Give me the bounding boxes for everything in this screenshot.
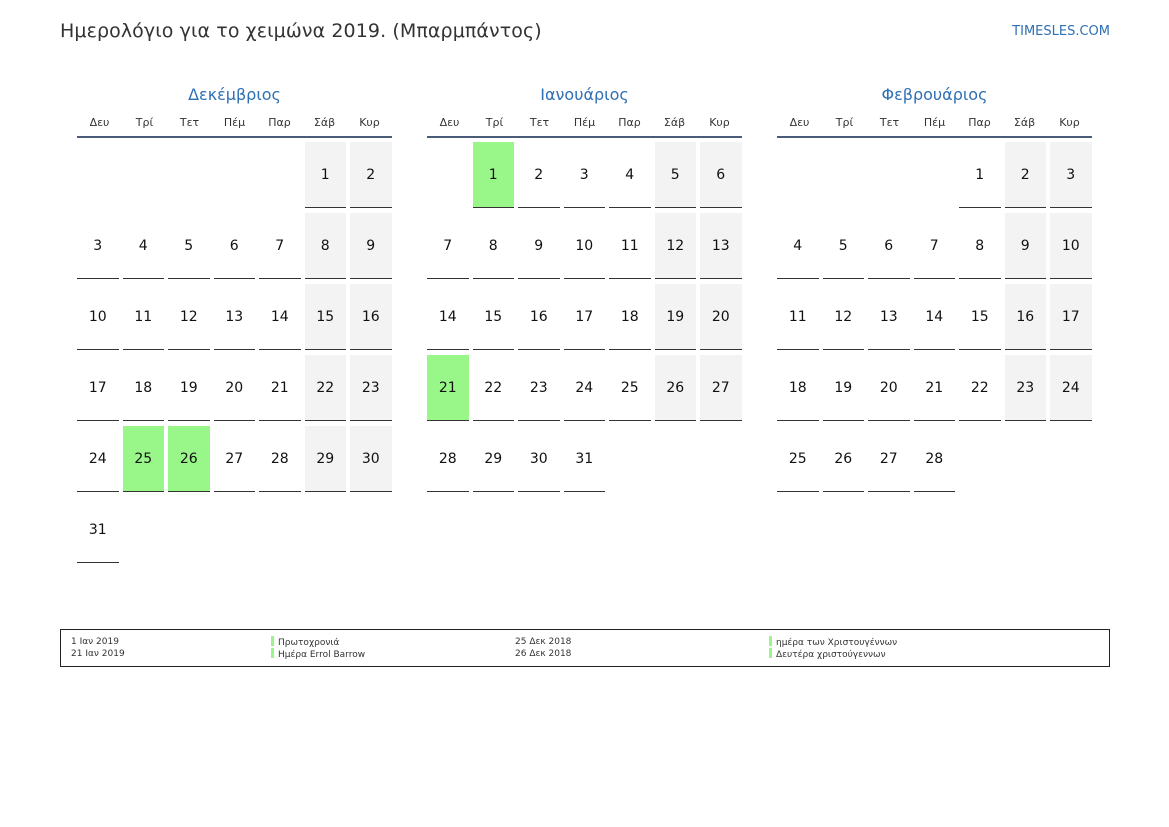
- weekday-header: [777, 116, 1092, 138]
- day-cell[interactable]: 4: [123, 213, 165, 279]
- day-cell[interactable]: 11: [777, 284, 819, 350]
- day-cell[interactable]: 30: [518, 426, 560, 492]
- day-grid: [427, 142, 742, 492]
- legend-dates-col-2: [515, 636, 571, 660]
- weekday-label: Τετ: [879, 116, 900, 129]
- legend-item: [769, 648, 897, 660]
- day-cell[interactable]: 27: [700, 355, 742, 421]
- day-cell[interactable]: 13: [868, 284, 910, 350]
- weekday-label: Τρί: [135, 116, 154, 129]
- weekday-label: Κυρ: [709, 116, 730, 129]
- month-title: Φεβρουάριος: [881, 85, 988, 104]
- day-cell[interactable]: 31: [564, 426, 606, 492]
- day-cell[interactable]: 31: [77, 497, 119, 563]
- empty-cell: [214, 142, 256, 208]
- day-cell[interactable]: 16: [518, 284, 560, 350]
- weekday-label: Δευ: [439, 116, 460, 129]
- holiday-day-cell[interactable]: 21: [427, 355, 469, 421]
- weekday-label: Σάβ: [1013, 116, 1036, 129]
- month-february: [777, 84, 1092, 492]
- weekday-label: Κυρ: [359, 116, 380, 129]
- day-cell[interactable]: 13: [214, 284, 256, 350]
- day-cell[interactable]: 8: [305, 213, 347, 279]
- day-cell[interactable]: 15: [473, 284, 515, 350]
- empty-cell: [868, 142, 910, 208]
- month-title: Ιανουάριος: [540, 85, 629, 104]
- empty-cell: [168, 142, 210, 208]
- day-cell[interactable]: 3: [564, 142, 606, 208]
- day-cell[interactable]: 23: [350, 355, 392, 421]
- legend-holiday-name: Δευτέρα χριστούγεννων: [776, 650, 886, 660]
- weekday-label: Τετ: [179, 116, 200, 129]
- day-cell[interactable]: 11: [123, 284, 165, 350]
- day-cell[interactable]: 30: [350, 426, 392, 492]
- weekday-label: Παρ: [968, 116, 991, 129]
- empty-cell: [259, 142, 301, 208]
- legend-date: 25 Δεκ 2018: [515, 637, 572, 647]
- weekday-label: Πέμ: [223, 116, 246, 129]
- weekday-label: Τρί: [485, 116, 504, 129]
- holiday-legend: [60, 629, 1110, 667]
- weekday-label: Τετ: [529, 116, 550, 129]
- weekday-label: Δευ: [89, 116, 110, 129]
- holiday-day-cell[interactable]: 1: [473, 142, 515, 208]
- holiday-color-swatch: [769, 648, 772, 658]
- day-cell[interactable]: 10: [1050, 213, 1092, 279]
- day-cell[interactable]: 9: [1005, 213, 1047, 279]
- day-cell[interactable]: 1: [305, 142, 347, 208]
- day-cell[interactable]: 22: [473, 355, 515, 421]
- legend-item: [271, 636, 365, 648]
- empty-cell: [823, 142, 865, 208]
- day-grid: [777, 142, 1092, 492]
- day-cell[interactable]: 13: [700, 213, 742, 279]
- day-cell[interactable]: 22: [959, 355, 1001, 421]
- weekday-header: [427, 116, 742, 138]
- day-cell[interactable]: 5: [655, 142, 697, 208]
- day-cell[interactable]: 17: [77, 355, 119, 421]
- day-cell[interactable]: 15: [305, 284, 347, 350]
- day-cell[interactable]: 24: [564, 355, 606, 421]
- day-cell[interactable]: 7: [259, 213, 301, 279]
- day-cell[interactable]: 1: [959, 142, 1001, 208]
- day-cell[interactable]: 26: [823, 426, 865, 492]
- day-cell[interactable]: 14: [259, 284, 301, 350]
- day-cell[interactable]: 20: [868, 355, 910, 421]
- day-cell[interactable]: 9: [350, 213, 392, 279]
- day-cell[interactable]: 23: [1005, 355, 1047, 421]
- day-cell[interactable]: 18: [609, 284, 651, 350]
- legend-names-col-2: [769, 636, 897, 660]
- day-cell[interactable]: 21: [914, 355, 956, 421]
- holiday-color-swatch: [271, 636, 274, 646]
- day-cell[interactable]: 16: [350, 284, 392, 350]
- legend-date: 1 Ιαν 2019: [71, 637, 119, 647]
- day-cell[interactable]: 6: [214, 213, 256, 279]
- day-cell[interactable]: 4: [777, 213, 819, 279]
- day-cell[interactable]: 28: [259, 426, 301, 492]
- day-cell[interactable]: 4: [609, 142, 651, 208]
- day-cell[interactable]: 10: [77, 284, 119, 350]
- day-cell[interactable]: 18: [777, 355, 819, 421]
- page-title: Ημερολόγιο για το χειμώνα 2019. (Μπαρμπάντος): [60, 20, 542, 42]
- day-cell[interactable]: 28: [427, 426, 469, 492]
- weekday-label: Πέμ: [573, 116, 596, 129]
- day-cell[interactable]: 20: [700, 284, 742, 350]
- day-grid: [77, 142, 392, 563]
- weekday-label: Τρί: [835, 116, 854, 129]
- day-cell[interactable]: 27: [214, 426, 256, 492]
- legend-holiday-name: ημέρα των Χριστουγέννων: [776, 638, 898, 648]
- day-cell[interactable]: 11: [609, 213, 651, 279]
- holiday-color-swatch: [271, 648, 274, 658]
- weekday-label: Παρ: [618, 116, 641, 129]
- weekday-header: [77, 116, 392, 138]
- day-cell[interactable]: 5: [823, 213, 865, 279]
- holiday-color-swatch: [769, 636, 772, 646]
- month-january: [427, 84, 742, 492]
- day-cell[interactable]: 29: [305, 426, 347, 492]
- month-title: Δεκέμβριος: [188, 85, 281, 104]
- day-cell[interactable]: 12: [823, 284, 865, 350]
- day-cell[interactable]: 24: [77, 426, 119, 492]
- legend-item: [769, 636, 897, 648]
- day-cell[interactable]: 2: [350, 142, 392, 208]
- day-cell[interactable]: 3: [77, 213, 119, 279]
- day-cell[interactable]: 19: [168, 355, 210, 421]
- day-cell[interactable]: 9: [518, 213, 560, 279]
- day-cell[interactable]: 17: [1050, 284, 1092, 350]
- empty-cell: [77, 142, 119, 208]
- weekday-label: Παρ: [268, 116, 291, 129]
- day-cell[interactable]: 7: [914, 213, 956, 279]
- day-cell[interactable]: 25: [609, 355, 651, 421]
- day-cell[interactable]: 8: [473, 213, 515, 279]
- day-cell[interactable]: 8: [959, 213, 1001, 279]
- legend-item: [271, 648, 365, 660]
- day-cell[interactable]: 14: [427, 284, 469, 350]
- month-december: [77, 84, 392, 563]
- day-cell[interactable]: 25: [777, 426, 819, 492]
- legend-holiday-name: Πρωτοχρονιά: [278, 638, 340, 648]
- day-cell[interactable]: 21: [259, 355, 301, 421]
- empty-cell: [123, 142, 165, 208]
- empty-cell: [777, 142, 819, 208]
- day-cell[interactable]: 2: [518, 142, 560, 208]
- legend-date: 26 Δεκ 2018: [515, 649, 572, 659]
- legend-holiday-name: Ημέρα Errol Barrow: [278, 650, 366, 660]
- day-cell[interactable]: 26: [655, 355, 697, 421]
- holiday-day-cell[interactable]: 26: [168, 426, 210, 492]
- day-cell[interactable]: 27: [868, 426, 910, 492]
- day-cell[interactable]: 19: [655, 284, 697, 350]
- day-cell[interactable]: 14: [914, 284, 956, 350]
- day-cell[interactable]: 2: [1005, 142, 1047, 208]
- day-cell[interactable]: 24: [1050, 355, 1092, 421]
- day-cell[interactable]: 6: [868, 213, 910, 279]
- day-cell[interactable]: 16: [1005, 284, 1047, 350]
- day-cell[interactable]: 3: [1050, 142, 1092, 208]
- weekday-label: Κυρ: [1059, 116, 1080, 129]
- legend-dates-col-1: [71, 636, 125, 660]
- day-cell[interactable]: 23: [518, 355, 560, 421]
- day-cell[interactable]: 12: [655, 213, 697, 279]
- day-cell[interactable]: 6: [700, 142, 742, 208]
- day-cell[interactable]: 10: [564, 213, 606, 279]
- day-cell[interactable]: 17: [564, 284, 606, 350]
- day-cell[interactable]: 15: [959, 284, 1001, 350]
- day-cell[interactable]: 12: [168, 284, 210, 350]
- weekday-label: Πέμ: [923, 116, 946, 129]
- day-cell[interactable]: 19: [823, 355, 865, 421]
- site-link[interactable]: TIMESLES.COM: [1012, 24, 1110, 39]
- weekday-label: Σάβ: [313, 116, 336, 129]
- holiday-day-cell[interactable]: 25: [123, 426, 165, 492]
- day-cell[interactable]: 20: [214, 355, 256, 421]
- weekday-label: Σάβ: [663, 116, 686, 129]
- day-cell[interactable]: 7: [427, 213, 469, 279]
- empty-cell: [427, 142, 469, 208]
- day-cell[interactable]: 29: [473, 426, 515, 492]
- empty-cell: [914, 142, 956, 208]
- day-cell[interactable]: 28: [914, 426, 956, 492]
- legend-names-col-1: [271, 636, 365, 660]
- day-cell[interactable]: 22: [305, 355, 347, 421]
- legend-date: 21 Ιαν 2019: [71, 649, 125, 659]
- day-cell[interactable]: 5: [168, 213, 210, 279]
- weekday-label: Δευ: [789, 116, 810, 129]
- day-cell[interactable]: 18: [123, 355, 165, 421]
